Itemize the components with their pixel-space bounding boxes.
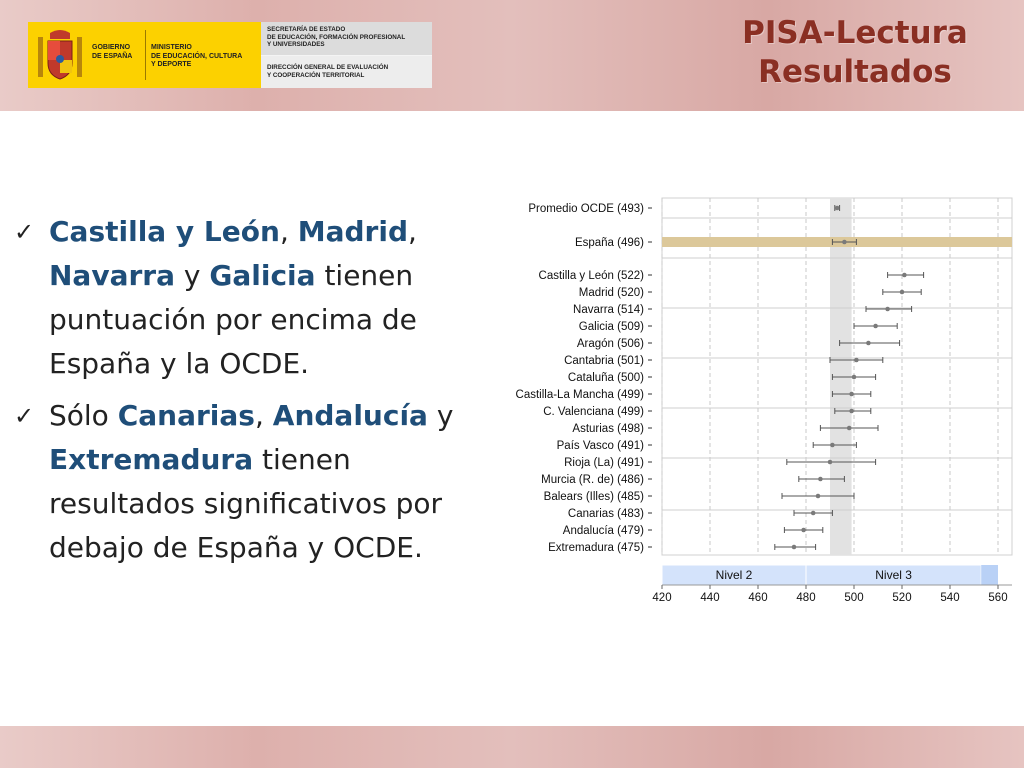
data-point bbox=[854, 358, 859, 363]
slide-title bbox=[720, 14, 990, 92]
title-line-2: Resultados bbox=[758, 54, 952, 90]
level-band-edge bbox=[981, 565, 998, 585]
gobierno-text: GOBIERNO DE ESPAÑA bbox=[92, 44, 133, 60]
secretaria-row bbox=[261, 22, 432, 55]
row-label: C. Valenciana (499) bbox=[543, 406, 644, 418]
x-tick-label: 440 bbox=[700, 592, 720, 604]
data-point bbox=[811, 511, 816, 516]
logo-grey-panel bbox=[261, 22, 432, 88]
x-tick-label: 560 bbox=[988, 592, 1008, 604]
row-label: Canarias (483) bbox=[567, 508, 644, 520]
data-point bbox=[830, 443, 835, 448]
pisa-reading-chart bbox=[498, 190, 1020, 610]
coat-of-arms-icon bbox=[36, 27, 84, 83]
bullet-text: y bbox=[427, 399, 454, 432]
data-point bbox=[801, 528, 806, 533]
bullet-1 bbox=[14, 210, 484, 386]
data-point bbox=[818, 477, 823, 482]
data-point bbox=[849, 409, 854, 414]
row-label: Aragón (506) bbox=[576, 338, 644, 350]
row-label: España (496) bbox=[574, 237, 644, 249]
bullet-2 bbox=[14, 394, 484, 570]
bullet-text: tienen puntuación por encima de España y la OCDE. bbox=[49, 259, 417, 380]
bullet-text: , bbox=[408, 215, 417, 248]
region-name: Canarias bbox=[117, 399, 255, 432]
check-icon: ✓ bbox=[14, 402, 35, 430]
row-label: Murcia (R. de) (486) bbox=[541, 474, 644, 486]
data-point bbox=[885, 307, 890, 312]
region-name: Andalucía bbox=[272, 399, 428, 432]
x-tick-label: 480 bbox=[796, 592, 816, 604]
level-label: Nivel 3 bbox=[875, 568, 912, 582]
row-label: Castilla y León (522) bbox=[538, 270, 644, 282]
bullet-text: y bbox=[175, 259, 210, 292]
logo-yellow-panel bbox=[28, 22, 261, 88]
region-name: Castilla y León bbox=[49, 215, 280, 248]
row-label: Cataluña (500) bbox=[567, 372, 644, 384]
ministerio-text: MINISTERIO DE EDUCACIÓN, CULTURA Y DEPORTE bbox=[151, 44, 243, 68]
x-tick-label: 520 bbox=[892, 592, 912, 604]
data-point bbox=[902, 273, 907, 278]
government-logo bbox=[28, 22, 432, 88]
data-point bbox=[835, 206, 840, 211]
region-name: Extremadura bbox=[49, 443, 254, 476]
data-point bbox=[847, 426, 852, 431]
title-line-1: PISA-Lectura bbox=[742, 15, 968, 51]
row-label: Asturias (498) bbox=[572, 423, 644, 435]
x-tick-label: 460 bbox=[748, 592, 768, 604]
bullet-text: Sólo bbox=[49, 399, 118, 432]
secretaria-text: SECRETARÍA DE ESTADO DE EDUCACIÓN, FORMACIÓN PROFESIONAL Y UNIVERSIDADES bbox=[267, 26, 406, 49]
data-point bbox=[842, 240, 847, 245]
footer-band bbox=[0, 726, 1024, 768]
check-icon: ✓ bbox=[14, 218, 35, 246]
bullet-text: , bbox=[254, 399, 273, 432]
level-label: Nivel 2 bbox=[715, 568, 753, 582]
row-label: Rioja (La) (491) bbox=[564, 457, 644, 469]
data-point bbox=[828, 460, 833, 465]
logo-divider bbox=[145, 30, 146, 80]
x-tick-label: 420 bbox=[652, 592, 672, 604]
region-name: Galicia bbox=[209, 259, 316, 292]
data-point bbox=[866, 341, 871, 346]
row-label: Balears (Illes) (485) bbox=[543, 491, 644, 503]
row-label: Galicia (509) bbox=[578, 321, 644, 333]
x-tick-label: 540 bbox=[940, 592, 960, 604]
row-label: Navarra (514) bbox=[573, 304, 644, 316]
direccion-text: DIRECCIÓN GENERAL DE EVALUACIÓN Y COOPERACIÓN TERRITORIAL bbox=[267, 64, 389, 79]
direccion-row bbox=[261, 56, 432, 88]
row-label: Castilla-La Mancha (499) bbox=[515, 389, 644, 401]
data-point bbox=[816, 494, 821, 499]
data-point bbox=[792, 545, 797, 550]
data-point bbox=[873, 324, 878, 329]
data-point bbox=[852, 375, 857, 380]
data-point bbox=[900, 290, 905, 295]
row-label: Andalucía (479) bbox=[562, 525, 644, 537]
row-label: País Vasco (491) bbox=[556, 440, 644, 452]
data-point bbox=[849, 392, 854, 397]
bullet-text: , bbox=[279, 215, 298, 248]
bullet-list bbox=[14, 210, 484, 578]
row-label: Promedio OCDE (493) bbox=[528, 203, 644, 215]
region-name: Navarra bbox=[49, 259, 175, 292]
row-label: Cantabria (501) bbox=[564, 355, 644, 367]
row-label: Madrid (520) bbox=[578, 287, 644, 299]
region-name: Madrid bbox=[297, 215, 408, 248]
bullet-text: tienen resultados significativos por debajo de España y OCDE. bbox=[49, 443, 442, 564]
x-tick-label: 500 bbox=[844, 592, 864, 604]
row-label: Extremadura (475) bbox=[548, 542, 644, 554]
